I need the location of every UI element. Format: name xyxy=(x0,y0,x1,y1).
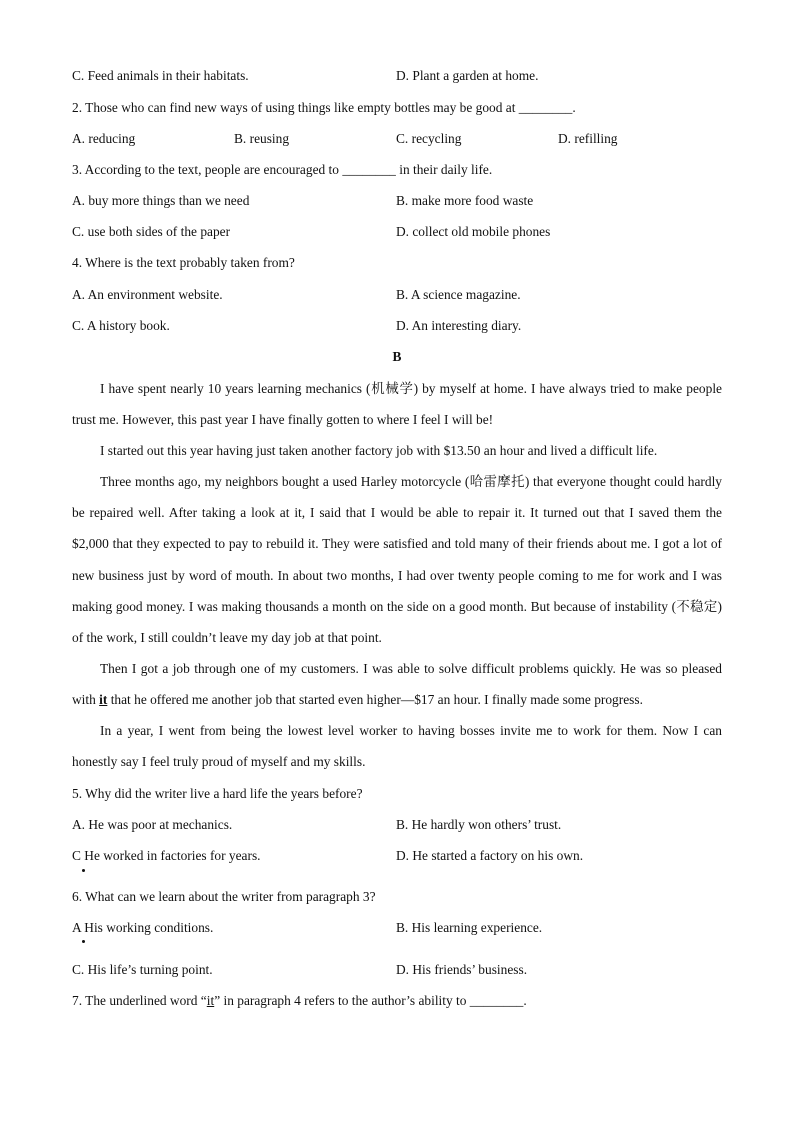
q2-option-b: B. reusing xyxy=(234,131,290,146)
q7-underlined-it: it xyxy=(206,993,215,1008)
q7-stem xyxy=(72,993,527,1009)
q2-option-a: A. reducing xyxy=(72,131,136,146)
q5-stem: 5. Why did the writer live a hard life the years before? xyxy=(72,786,363,801)
q4-stem: 4. Where is the text probably taken from? xyxy=(72,255,295,270)
stray-dot-mark xyxy=(82,940,85,943)
q5-option-a: A. He was poor at mechanics. xyxy=(72,817,233,832)
q7-stem-text: 7. The underlined word “ xyxy=(72,993,207,1008)
q3-option-d: D. collect old mobile phones xyxy=(396,224,551,239)
q4-option-d: D. An interesting diary. xyxy=(396,318,522,333)
paragraph-4-text: Then I got a job through one of my customers. I was able to solve difficult problems quickly. He was so pleased with xyxy=(72,661,722,708)
passage-paragraph-2: I started out this year having just taken another factory job with $13.50 an hour and lived a difficult life. xyxy=(100,443,658,458)
q6-stem: 6. What can we learn about the writer from paragraph 3? xyxy=(72,889,376,904)
q3-option-b: B. make more food waste xyxy=(396,193,534,208)
passage-paragraph-1: I have spent nearly 10 years learning mechanics (机械学) by myself at home. I have always tried to make people trust me. However, this past year I have finally gotten to where I feel I will be! xyxy=(72,381,722,428)
section-b-title: B xyxy=(392,349,402,364)
q5-option-d: D. He started a factory on his own. xyxy=(396,848,584,863)
q1-option-c: C. Feed animals in their habitats. xyxy=(72,68,249,83)
q7-stem-text-end: ” in paragraph 4 refers to the author’s ability to ________. xyxy=(214,993,527,1008)
q4-option-a: A. An environment website. xyxy=(72,287,223,302)
q5-option-b: B. He hardly won others’ trust. xyxy=(396,817,562,832)
q6-option-c: C. His life’s turning point. xyxy=(72,962,213,977)
q3-stem: 3. According to the text, people are encouraged to ________ in their daily life. xyxy=(72,162,493,177)
passage-paragraph-3: Three months ago, my neighbors bought a used Harley motorcycle (哈雷摩托) that everyone thought could hardly be repaired well. After taking a look at it, I said that I would be able to repair it. It turned out that I saved them the $2,000 that they expected to pay to rebuild it. They were satisfied and told many of their friends about me. I got a lot of new business just by word of mouth. In about two months, I had over twenty people coming to me for work and I was making good money. I was making thousands a month on the side on a good month. But because of instability (不稳定) of the work, I still couldn’t leave my day job at that point. xyxy=(72,474,722,646)
q4-option-c: C. A history book. xyxy=(72,318,170,333)
underlined-word-it: it xyxy=(99,692,108,708)
q6-option-b: B. His learning experience. xyxy=(396,920,543,935)
q6-option-d: D. His friends’ business. xyxy=(396,962,528,977)
q3-option-c: C. use both sides of the paper xyxy=(72,224,231,239)
passage-paragraph-5: In a year, I went from being the lowest level worker to having bosses invite me to work for them. Now I can honestly say I feel truly proud of myself and my skills. xyxy=(72,723,722,770)
stray-dot-mark xyxy=(82,869,85,872)
q4-option-b: B. A science magazine. xyxy=(396,287,521,302)
q2-option-d: D. refilling xyxy=(558,131,618,146)
q3-option-a: A. buy more things than we need xyxy=(72,193,250,208)
q5-option-c: C He worked in factories for years. xyxy=(72,848,261,863)
paragraph-4-text-end: that he offered me another job that started even higher—$17 an hour. I finally made some progress. xyxy=(107,692,643,708)
q2-stem: 2. Those who can find new ways of using things like empty bottles may be good at ________. xyxy=(72,100,576,115)
q6-option-a: A His working conditions. xyxy=(72,920,214,935)
passage-paragraph-4 xyxy=(72,653,722,715)
q2-option-c: C. recycling xyxy=(396,131,462,146)
q1-option-d: D. Plant a garden at home. xyxy=(396,68,539,83)
